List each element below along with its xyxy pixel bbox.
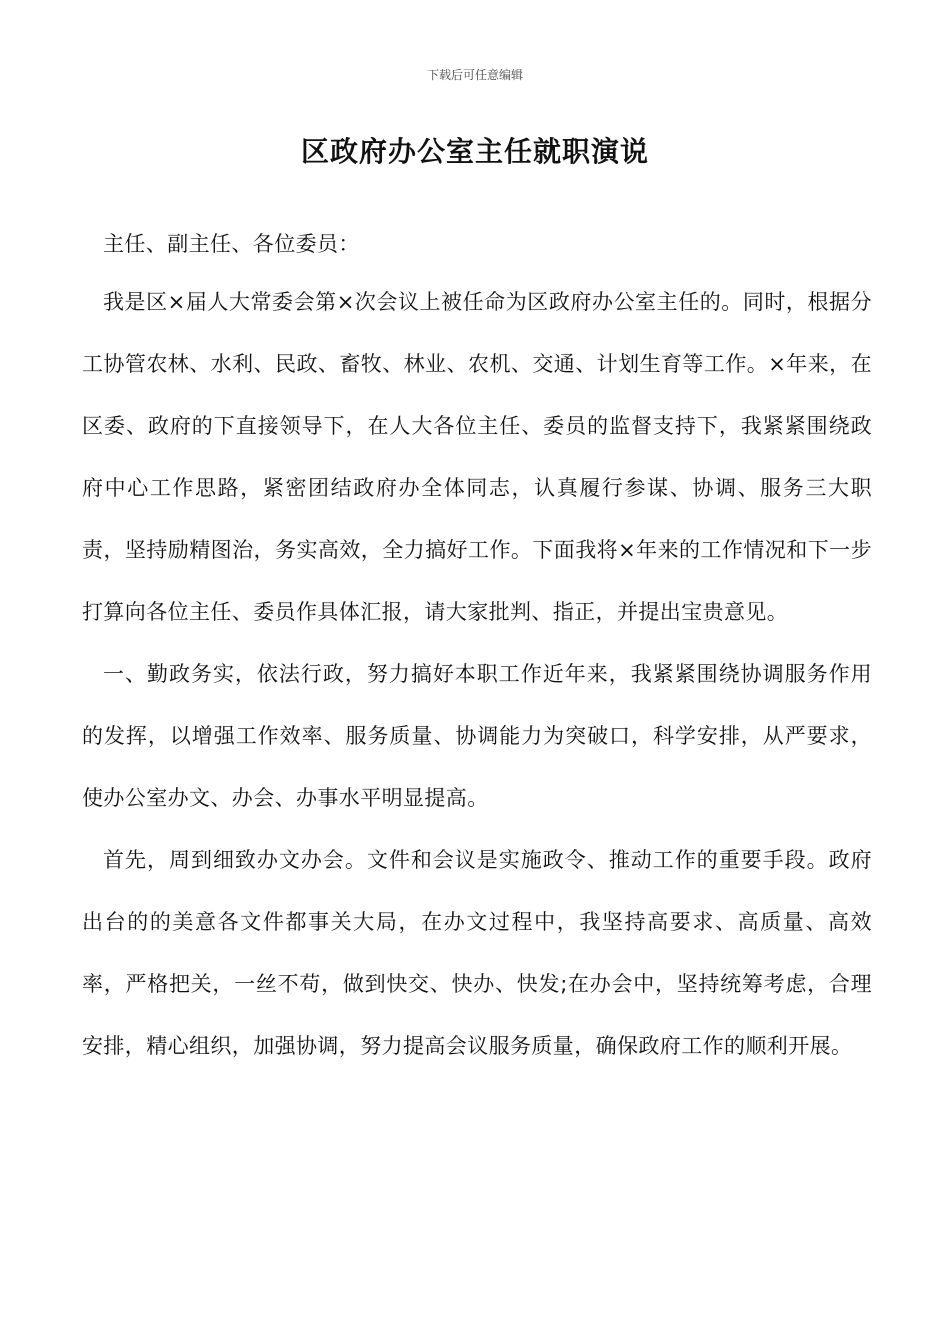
paragraph-section-one: 一、勤政务实，依法行政，努力搞好本职工作近年来，我紧紧围绕协调服务作用的发挥，以增强工作效率、服务质量、协调能力为突破口，科学安排，从严要求，使办公室办文、办会、办事水平明显提高。 <box>82 662 872 810</box>
document-title: 区政府办公室主任就职演说 <box>300 135 649 168</box>
header-note: 下载后可任意编辑 <box>426 68 523 82</box>
paragraph-first-point: 首先，周到细致办文办会。文件和会议是实施政令、推动工作的重要手段。政府出台的的美意各文件都事关大局，在办文过程中，我坚持高要求、高质量、高效率，严格把关，一丝不苟，做到快交、快办、快发;在办会中，坚持统筹考虑，合理安排，精心组织，加强协调，努力提高会议服务质量，确保政府工作的顺利开展。 <box>82 848 872 1058</box>
paragraph-intro: 我是区×届人大常委会第×次会议上被任命为区政府办公室主任的。同时，根据分工协管农林、水利、民政、畜牧、林业、农机、交通、计划生育等工作。×年来，在区委、政府的下直接领导下，在人大各位主任、委员的监督支持下，我紧紧围绕政府中心工作思路，紧密团结政府办全体同志，认真履行参谋、协调、服务三大职责，坚持励精图治，务实高效，全力搞好工作。下面我将×年来的工作情况和下一步打算向各位主任、委员作具体汇报，请大家批判、指正，并提出宝贵意见。 <box>82 290 872 624</box>
salutation: 主任、副主任、各位委员： <box>103 232 360 256</box>
document-body <box>82 213 872 1077</box>
